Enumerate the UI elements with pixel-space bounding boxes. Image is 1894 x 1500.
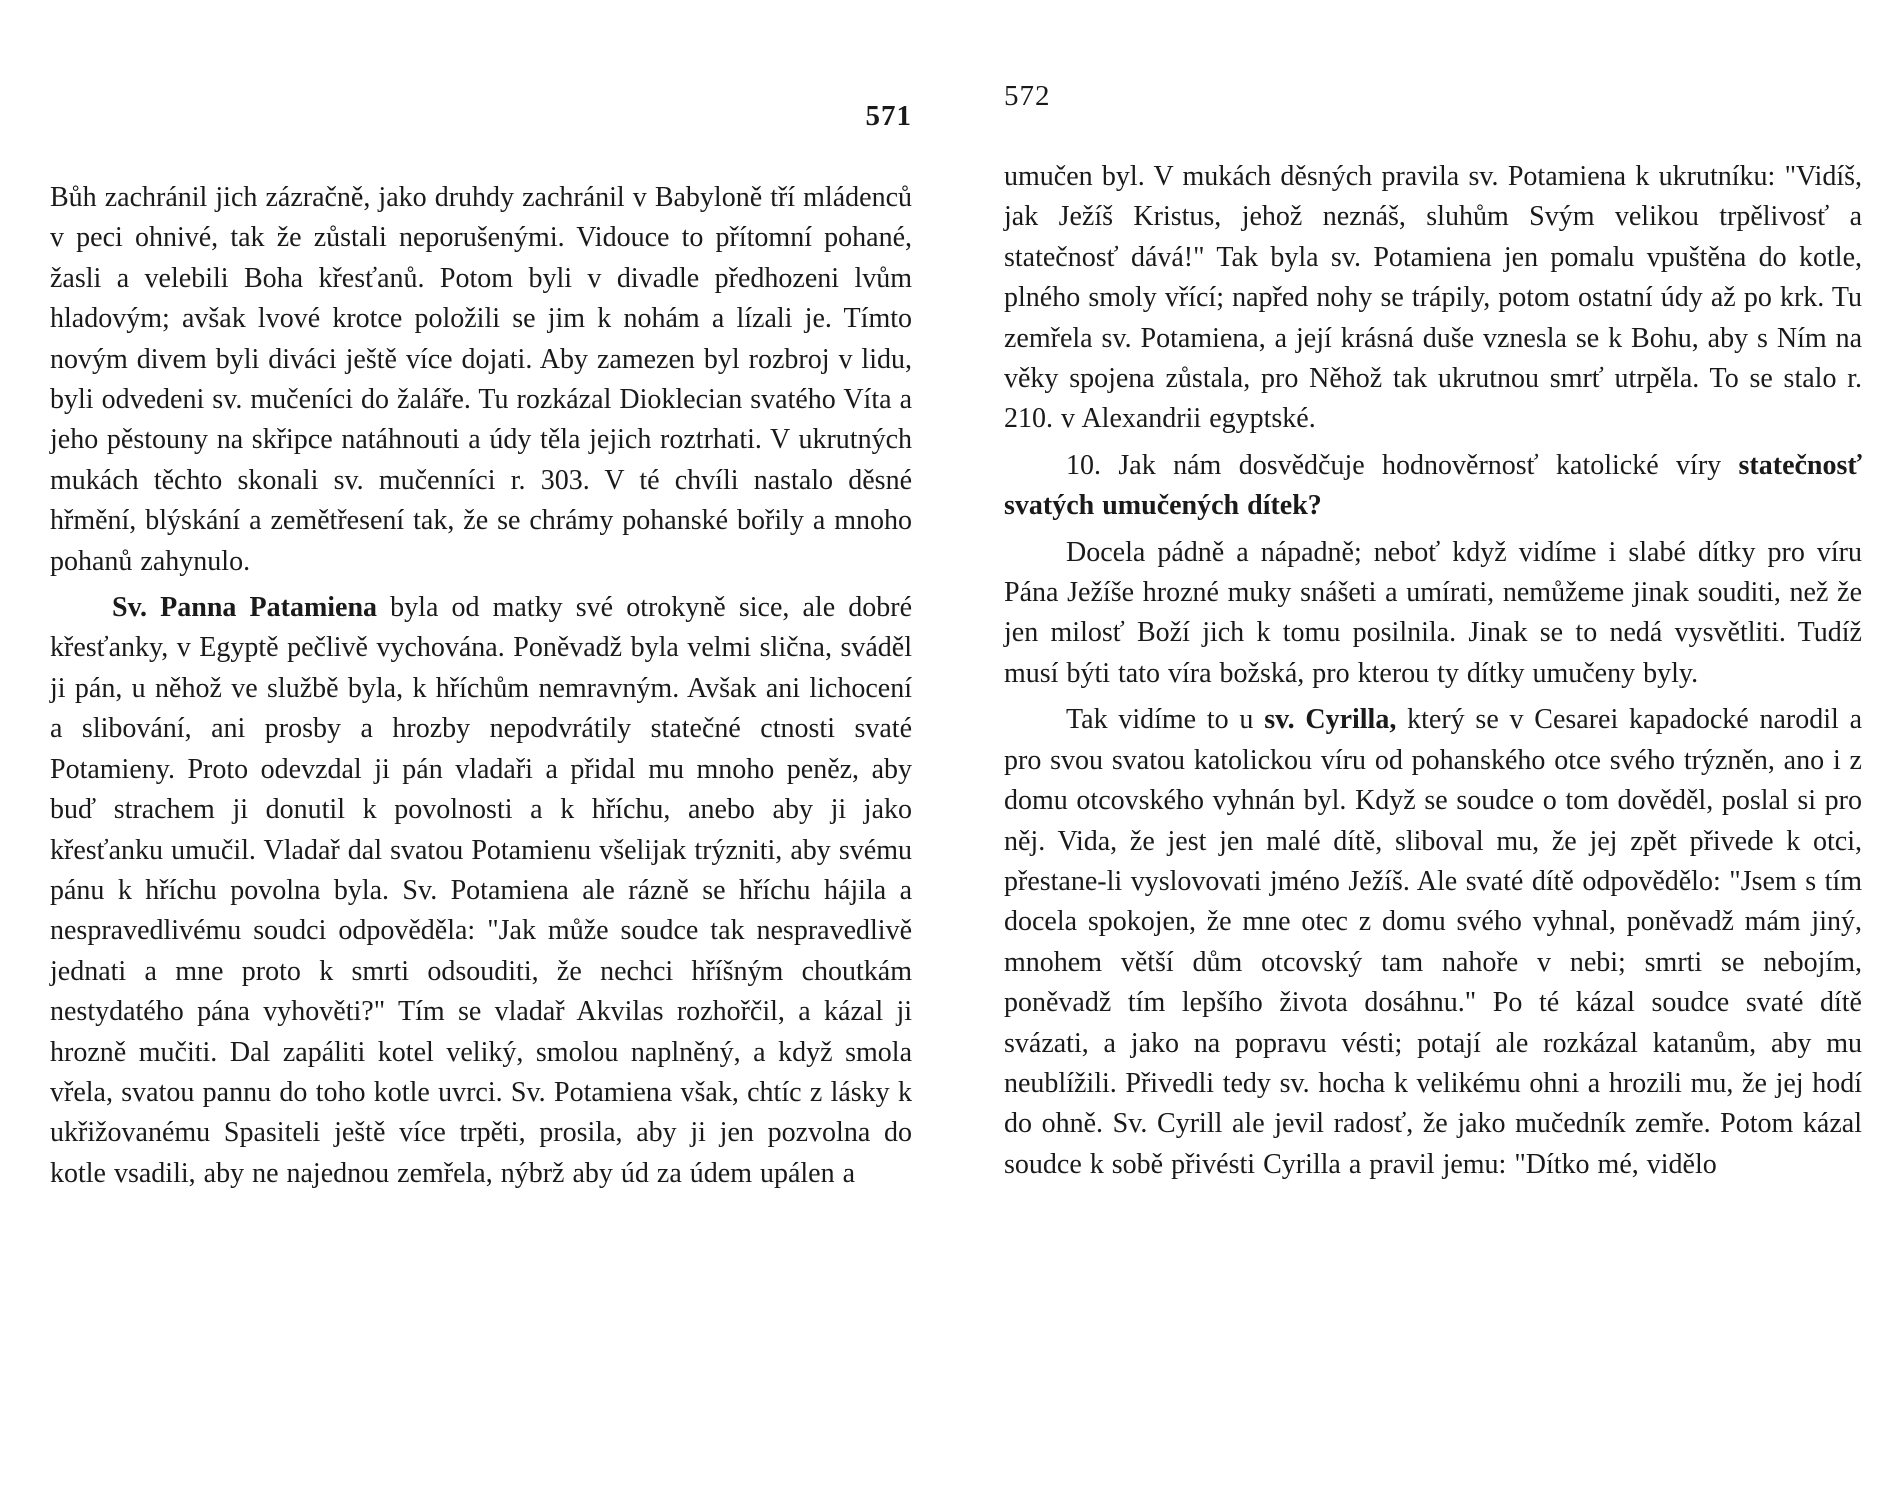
paragraph-text: umučen byl. V mukách děsných pravila sv. Potamiena k ukrutníku: "Vidíš, jak Ježíš Kristus, jehož neznáš, sluhům Svým velikou trpělivosť a statečnosť dává!" Tak byla sv. Potamiena jen pomalu vpuštěna do kotle, plného smoly vřící; napřed nohy se trápily, potom ostatní údy až po krk. Tu zemřela sv. Potamiena, a její krásná duše vznesla se k Bohu, aby s Ním na věky spojena zůstala, pro Něhož tak ukrutnou smrť utrpěla. To se stalo r. 210. v Alexandrii egyptské. xyxy=(1004,161,1862,435)
question-text: Jak nám dosvědčuje hodnověrnosť katolické víry xyxy=(1101,449,1739,481)
paragraph-text: Docela pádně a nápadně; neboť když vidíme i slabé dítky pro víru Pána Ježíše hrozné muky snášeti a umírati, nemůžeme jinak souditi, než že jen milosť Boží jich k tomu posilnila. Jinak se to nedá vysvětliti. Tudíž musí býti tato víra božská, pro kterou ty dítky umučeny byly. xyxy=(1004,536,1862,689)
right-page xyxy=(1004,0,1862,1500)
paragraph-vitus xyxy=(50,178,912,582)
paragraph-potamiena-continued xyxy=(1004,157,1862,440)
left-page-body xyxy=(50,178,912,1200)
question-number: 10. xyxy=(1066,449,1101,481)
paragraph-answer xyxy=(1004,533,1862,695)
paragraph-bold-lead: Sv. Panna Patamiena xyxy=(112,592,378,624)
paragraph-text: který se v Cesarei kapadocké narodil a pro svou svatou katolickou víru od pohanského otce svého trýzněn, ano i z domu otcovského vyhnán byl. Když se soudce o tom dověděl, poslal si pro něj. Vida, že jest jen malé dítě, sliboval mu, že jej zpět přivede k otci, přestane-li vyslovovati jméno Ježíš. Ale svaté dítě odpovědělo: "Jsem s tím docela spokojen, že mne otec z domu svého vyhnal, poněvadž mám jiný, mnohem větší dům otcovský tam nahoře v nebi; smrti se nebojím, poněvadž tím lepšího života dosáhnu." Po té kázal soudce svaté dítě svázati, a jako na popravu vésti; potají ale rozkázal katanům, aby mu neublížili. Přivedli tedy sv. hocha k velikému ohni a hrozili mu, že jej hodí do ohně. Sv. Cyrill ale jevil radosť, že jako mučedník zemře. Potom kázal soudce k sobě přivésti Cyrilla a pravil jemu: "Dítko mé, vidělo xyxy=(1004,704,1863,1180)
paragraph-potamiena xyxy=(50,588,912,1194)
question-bold-tail: statečnosť svatých umučených dítek? xyxy=(1004,449,1862,522)
paragraph-cyrill xyxy=(1004,700,1862,1185)
left-page xyxy=(50,0,912,1500)
paragraph-text: Bůh zachránil jich zázračně, jako druhdy zachránil v Babyloně tří mládenců v peci ohnivé, tak že zůstali neporušenými. Vidouce to přítomní pohané, žasli a velebili Boha křesťanů. Potom byli v divadle předhozeni lvům hladovým; avšak lvové krotce položili se jim k nohám a lízali je. Tímto novým divem byli diváci ještě více dojati. Aby zamezen byl rozbroj v lidu, byli odvedeni sv. mučeníci do žaláře. Tu rozkázal Dioklecian svatého Víta a jeho pěstouny na skřipce natáhnouti a údy těla jejich roztrhati. V ukrutných mukách těchto skonali sv. mučenníci r. 303. V té chvíli nastalo děsné hřmění, blýskání a zemětřesení tak, že se chrámy pohanské bořily a mnoho pohanů zahynulo. xyxy=(50,182,912,577)
right-page-body xyxy=(1004,157,1862,1191)
paragraph-lead: Tak vidíme to u xyxy=(1066,704,1265,736)
question-10 xyxy=(1004,446,1862,527)
page-number-left: 571 xyxy=(865,100,912,132)
paragraph-bold-lead: sv. Cyrilla, xyxy=(1264,704,1397,736)
page-number-right: 572 xyxy=(1004,80,1051,112)
paragraph-text: byla od matky své otrokyně sice, ale dobré křesťanky, v Egyptě pečlivě vychována. Poněvadž byla velmi slična, sváděl ji pán, u něhož ve službě byla, k hříchům nemravným. Avšak ani lichocení a slibování, ani prosby a hrozby nepodvrátily statečné ctnosti svaté Potamieny. Proto odevzdal ji pán vladaři a přidal mu mnoho peněz, aby buď strachem ji donutil k povolnosti a k hříchu, anebo aby ji jako křesťanku umučil. Vladař dal svatou Potamienu všelijak trýzniti, aby svému pánu k hříchu povolna byla. Sv. Potamiena ale rázně se hříchu hájila a nespravedlivému soudci odpověděla: "Jak může soudce tak nespravedlivě jednati a mne proto k smrti odsouditi, že nechci hříšným choutkám nestydatého pána vyhověti?" Tím se vladař Akvilas rozhořčil, a kázal ji hrozně mučiti. Dal zapáliti kotel veliký, smolou naplněný, a když smola vřela, svatou pannu do toho kotle uvrci. Sv. Potamiena však, chtíc z lásky k ukřižovanému Spasiteli ještě více trpěti, prosila, aby ji jen pozvolna do kotle vsadili, aby ne najednou zemřela, nýbrž aby úd za údem upálen a xyxy=(50,592,913,1189)
